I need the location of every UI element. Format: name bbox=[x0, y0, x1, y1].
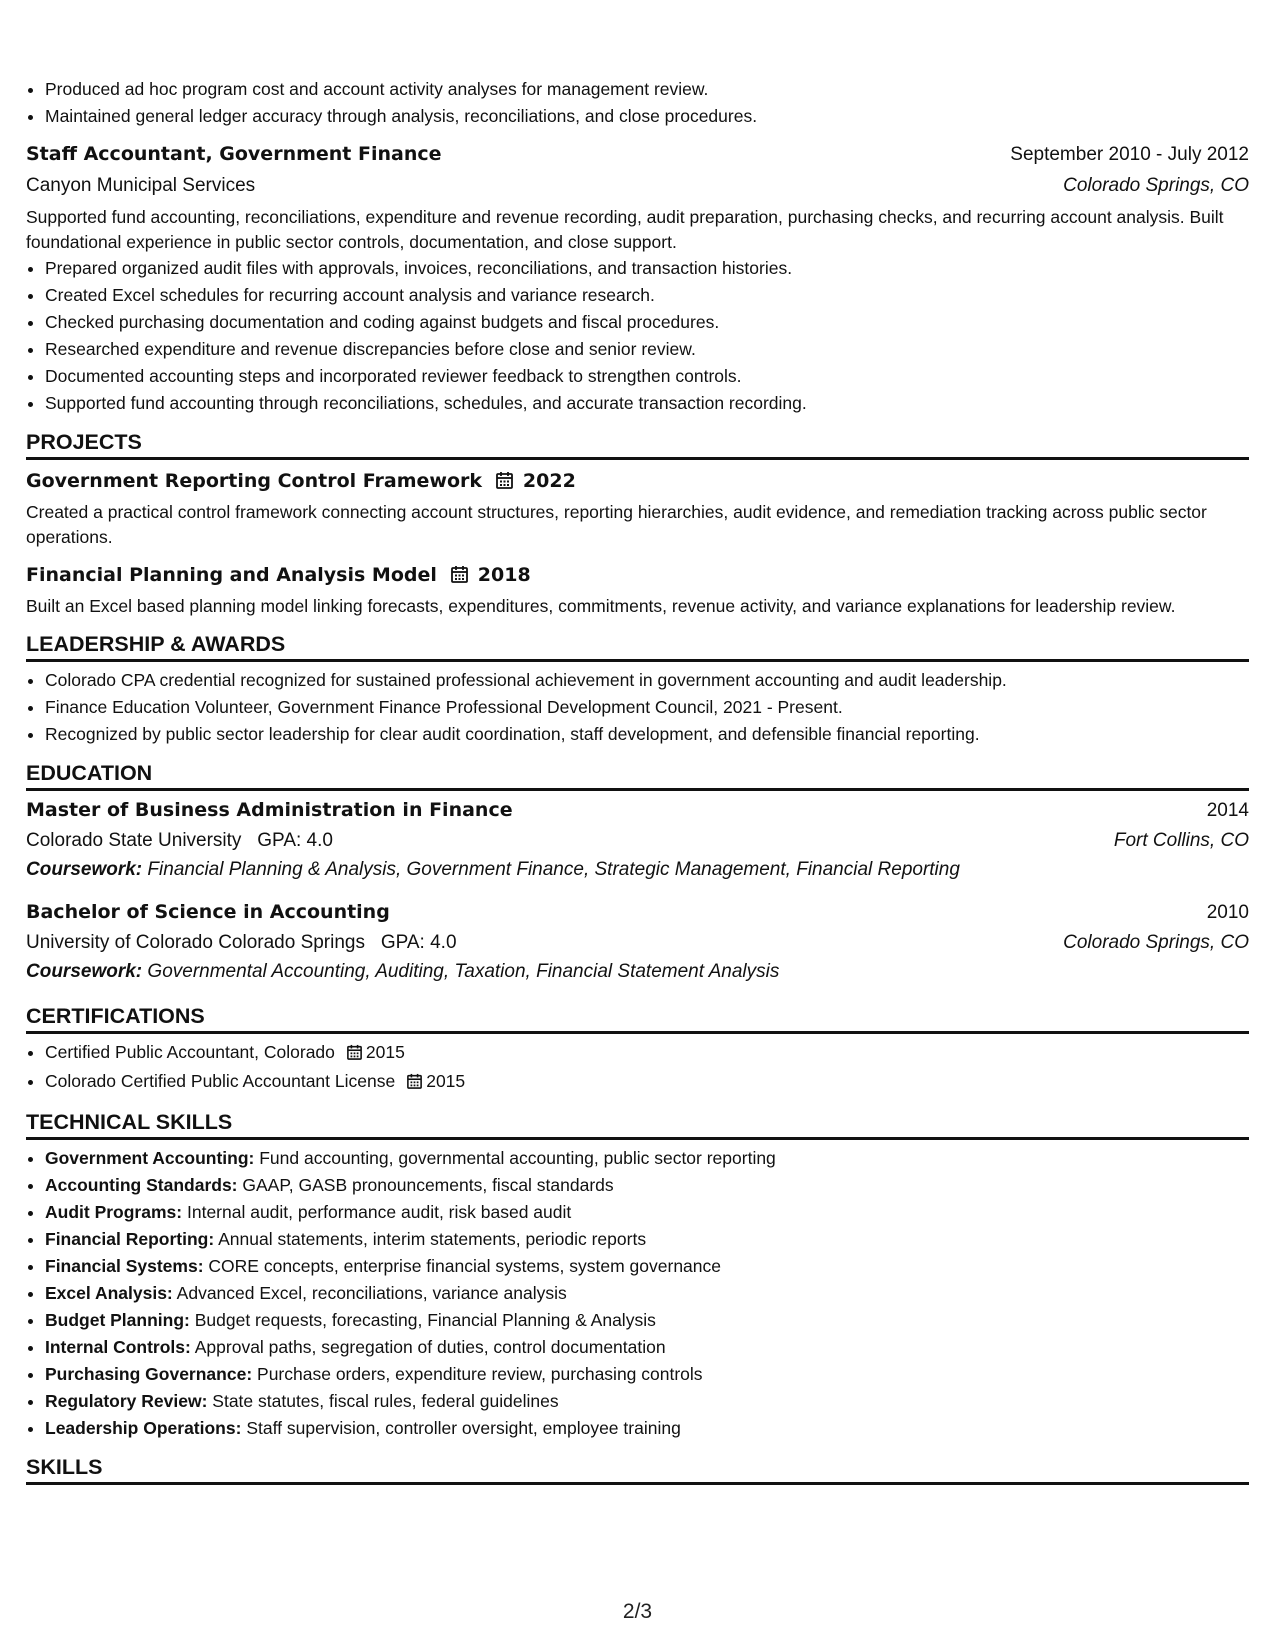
education-entry bbox=[26, 795, 1249, 885]
skill-label: Purchasing Governance: bbox=[45, 1364, 253, 1384]
certifications-section bbox=[26, 999, 1249, 1097]
skills-section bbox=[26, 1450, 1249, 1485]
school-line bbox=[26, 826, 333, 855]
skill-label: Excel Analysis: bbox=[45, 1283, 173, 1303]
page-number: 2/3 bbox=[622, 1600, 653, 1623]
skill-value: CORE concepts, enterprise financial systems, system governance bbox=[208, 1256, 721, 1276]
project-year: 2022 bbox=[522, 470, 576, 492]
skill-item bbox=[45, 1199, 1249, 1226]
school-location: Colorado Springs, CO bbox=[1063, 932, 1249, 953]
degree-year: 2014 bbox=[1206, 800, 1249, 821]
skill-label: Regulatory Review: bbox=[45, 1391, 208, 1411]
calendar-icon bbox=[347, 1041, 362, 1068]
education-entry bbox=[26, 897, 1249, 987]
skill-label: Internal Controls: bbox=[45, 1337, 191, 1357]
coursework bbox=[26, 957, 1249, 987]
skill-label: Financial Systems: bbox=[45, 1256, 204, 1276]
project-entry bbox=[26, 560, 1249, 619]
section-title-technical-skills: TECHNICAL SKILLS bbox=[26, 1105, 1249, 1140]
skill-label: Audit Programs: bbox=[45, 1202, 183, 1222]
list-item: • Documented accounting steps and incorporated reviewer feedback to strengthen controls. bbox=[45, 363, 1249, 390]
list-item: • Researched expenditure and revenue discrepancies before close and senior review. bbox=[45, 336, 1249, 363]
skill-label: Financial Reporting: bbox=[45, 1229, 215, 1249]
skill-value: State statutes, fiscal rules, federal guidelines bbox=[212, 1391, 559, 1411]
skill-item bbox=[45, 1145, 1249, 1172]
skill-item bbox=[45, 1334, 1249, 1361]
list-item bbox=[45, 1039, 1249, 1068]
skill-item bbox=[45, 1415, 1249, 1442]
gpa: GPA: 4.0 bbox=[257, 830, 333, 851]
section-title-certifications: CERTIFICATIONS bbox=[26, 999, 1249, 1034]
certification-year: 2015 bbox=[365, 1042, 405, 1062]
skill-value: Staff supervision, controller oversight, employee training bbox=[246, 1418, 681, 1438]
project-description: Created a practical control framework connecting account structures, reporting hierarchies, audit evidence, and remediation tracking across public sector operations. bbox=[26, 502, 1207, 547]
education-section bbox=[26, 756, 1249, 987]
section-title-education: EDUCATION bbox=[26, 756, 1249, 791]
job-title: Staff Accountant, Government Finance bbox=[26, 143, 442, 165]
skill-item bbox=[45, 1226, 1249, 1253]
technical-skills-list bbox=[26, 1145, 1249, 1442]
skill-label: Leadership Operations: bbox=[45, 1418, 242, 1438]
certifications-list bbox=[26, 1039, 1249, 1097]
list-item: • Checked purchasing documentation and coding against budgets and fiscal procedures. bbox=[45, 309, 1249, 336]
skill-label: Budget Planning: bbox=[45, 1310, 190, 1330]
job-location: Colorado Springs, CO bbox=[1063, 175, 1249, 196]
resume-page bbox=[26, 76, 1249, 1485]
skill-value: Fund accounting, governmental accounting, public sector reporting bbox=[259, 1148, 776, 1168]
job-dates: September 2010 - July 2012 bbox=[1010, 144, 1249, 165]
leadership-list bbox=[26, 667, 1249, 748]
list-item: • Finance Education Volunteer, Government Finance Professional Development Council, 2021 - Present. bbox=[45, 694, 1249, 721]
skill-item bbox=[45, 1361, 1249, 1388]
skill-value: Internal audit, performance audit, risk based audit bbox=[186, 1202, 572, 1222]
skill-value: Purchase orders, expenditure review, purchasing controls bbox=[257, 1364, 703, 1384]
leadership-section bbox=[26, 627, 1249, 748]
calendar-icon bbox=[451, 564, 468, 594]
school-name: University of Colorado Colorado Springs bbox=[26, 932, 365, 953]
skill-item bbox=[45, 1280, 1249, 1307]
degree-title: Bachelor of Science in Accounting bbox=[26, 901, 390, 923]
coursework-label: Coursework: bbox=[26, 859, 143, 880]
degree-title: Master of Business Administration in Finance bbox=[26, 799, 513, 821]
gpa: GPA: 4.0 bbox=[380, 932, 457, 953]
list-item: • Maintained general ledger accuracy through analysis, reconciliations, and close procedures. bbox=[45, 103, 1249, 130]
job-bullets bbox=[26, 255, 1249, 417]
skill-value: Approval paths, segregation of duties, control documentation bbox=[194, 1337, 666, 1357]
certification-year: 2015 bbox=[426, 1071, 466, 1091]
certification-name: Certified Public Accountant, Colorado bbox=[45, 1042, 335, 1062]
project-title: Government Reporting Control Framework bbox=[26, 470, 483, 492]
coursework-list: Financial Planning & Analysis, Government Finance, Strategic Management, Financial Reporting bbox=[147, 859, 960, 880]
skill-label: Accounting Standards: bbox=[45, 1175, 238, 1195]
calendar-icon bbox=[407, 1070, 422, 1097]
calendar-icon bbox=[496, 470, 513, 500]
project-entry bbox=[26, 466, 1249, 550]
experience-continuation-list bbox=[26, 76, 1249, 130]
degree-year: 2010 bbox=[1206, 902, 1249, 923]
skill-item bbox=[45, 1172, 1249, 1199]
project-year: 2018 bbox=[477, 564, 531, 586]
certification-name: Colorado Certified Public Accountant License bbox=[45, 1071, 396, 1091]
skill-value: Budget requests, forecasting, Financial Planning & Analysis bbox=[194, 1310, 656, 1330]
school-name: Colorado State University bbox=[26, 830, 242, 851]
list-item: • Produced ad hoc program cost and account activity analyses for management review. bbox=[45, 76, 1249, 103]
section-title-leadership: LEADERSHIP & AWARDS bbox=[26, 627, 1249, 662]
skill-value: Annual statements, interim statements, periodic reports bbox=[218, 1229, 647, 1249]
coursework-label: Coursework: bbox=[26, 961, 143, 982]
list-item: • Created Excel schedules for recurring account analysis and variance research. bbox=[45, 282, 1249, 309]
skill-item bbox=[45, 1388, 1249, 1415]
school-line bbox=[26, 928, 457, 957]
section-title-skills: SKILLS bbox=[26, 1450, 1249, 1485]
skill-value: GAAP, GASB pronouncements, fiscal standards bbox=[242, 1175, 614, 1195]
school-location: Fort Collins, CO bbox=[1113, 830, 1249, 851]
skill-item bbox=[45, 1253, 1249, 1280]
coursework-list: Governmental Accounting, Auditing, Taxation, Financial Statement Analysis bbox=[147, 961, 780, 982]
list-item: • Prepared organized audit files with approvals, invoices, reconciliations, and transaction histories. bbox=[45, 255, 1249, 282]
coursework bbox=[26, 855, 1249, 885]
list-item bbox=[45, 1068, 1249, 1097]
project-description: Built an Excel based planning model linking forecasts, expenditures, commitments, revenue activity, and variance explanations for leadership review. bbox=[26, 596, 1176, 616]
projects-section bbox=[26, 425, 1249, 619]
list-item: • Colorado CPA credential recognized for sustained professional achievement in government accounting and audit leadership. bbox=[45, 667, 1249, 694]
list-item: • Supported fund accounting through reconciliations, schedules, and accurate transaction recording. bbox=[45, 390, 1249, 417]
skill-item bbox=[45, 1307, 1249, 1334]
job-company: Canyon Municipal Services bbox=[26, 175, 256, 196]
skill-label: Government Accounting: bbox=[45, 1148, 255, 1168]
job-summary: Supported fund accounting, reconciliations, expenditure and revenue recording, audit preparation, purchasing checks, and recurring account analysis. Built foundational experience in public sector controls, documentation, and close support. bbox=[26, 207, 1224, 252]
section-title-projects: PROJECTS bbox=[26, 425, 1249, 460]
technical-skills-section bbox=[26, 1105, 1249, 1442]
list-item: • Recognized by public sector leadership for clear audit coordination, staff development, and defensible financial reporting. bbox=[45, 721, 1249, 748]
job-entry bbox=[26, 139, 1249, 417]
skill-value: Advanced Excel, reconciliations, variance analysis bbox=[176, 1283, 567, 1303]
project-title: Financial Planning and Analysis Model bbox=[26, 564, 437, 586]
